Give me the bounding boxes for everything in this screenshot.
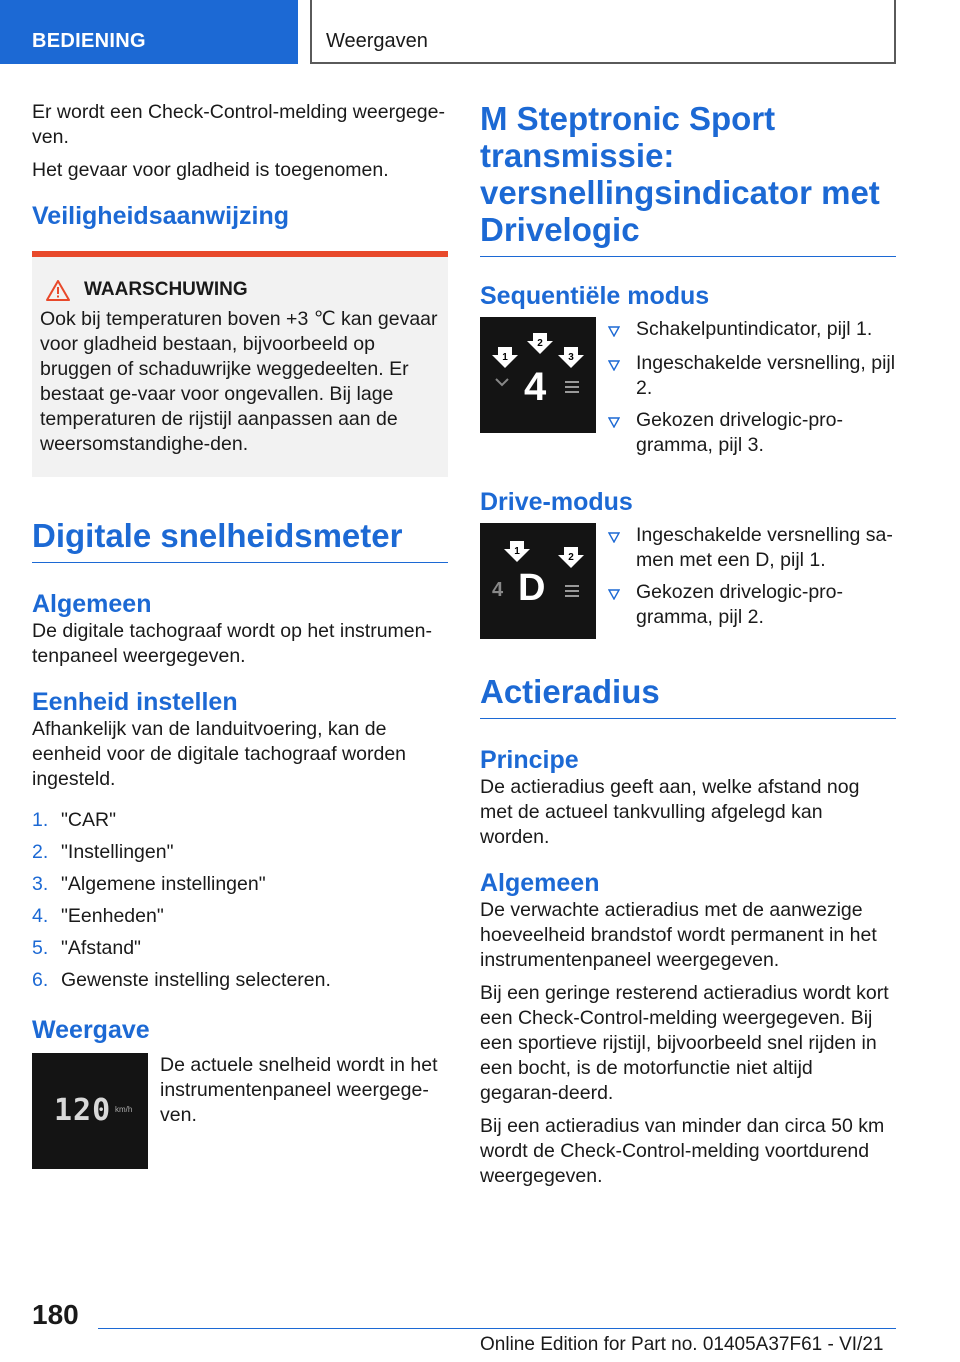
list-item [32, 968, 448, 993]
current-gear: 4 [524, 365, 547, 409]
step-number: 6. [32, 969, 49, 991]
drive-gear: D [518, 567, 546, 609]
triangle-bullet-icon [608, 351, 636, 401]
step-text: "CAR" [61, 809, 117, 831]
range-general-text-1: De verwachte actieradius met de aanwezige hoeveelheid brandstof wordt permanent in het instrumentenpaneel weergegeven. [480, 899, 877, 971]
list-item [32, 840, 448, 865]
list-item [608, 408, 896, 458]
speed-display-image [32, 1053, 148, 1169]
range-general-heading: Algemeen [480, 869, 600, 897]
step-text: "Algemene instellingen" [61, 873, 266, 895]
display-row [32, 1053, 448, 1169]
sequential-mode-image [480, 317, 596, 433]
list-item [608, 351, 896, 401]
principle-heading: Principe [480, 746, 579, 774]
drive-heading: Drive-modus [480, 488, 633, 516]
general-text: De digitale tachograaf wordt op het instrumen-tenpaneel weergegeven. [32, 620, 432, 667]
display-heading: Weergave [32, 1016, 150, 1044]
section-tab: BEDIENING [0, 0, 298, 64]
footer-divider [98, 1328, 896, 1329]
transmission-heading: M Steptronic Sport transmissie: versnellingsindicator met Drivelogic [480, 100, 896, 257]
bullet-text: Schakelpuntindicator, pijl 1. [636, 318, 873, 340]
step-text: "Instellingen" [61, 841, 174, 863]
small-gear: 4 [492, 579, 504, 601]
drive-bullets [608, 523, 896, 639]
range-general-text-3: Bij een actieradius van minder dan circa 50 km wordt de Check-Control-melding voortdurend weergegeven. [480, 1115, 885, 1187]
speed-value: 120 [54, 1093, 112, 1128]
right-column [480, 100, 896, 1197]
range-heading: Actieradius [480, 673, 896, 719]
list-item [608, 523, 896, 573]
range-general-text-2: Bij een geringe resterend actieradius wordt kort een Check-Control-melding weergegeven. Bij een sportieve rijstijl, bijvoorbeeld snel rijden in een bocht, is de motorfunctie niet altijd gegaran-deerd. [480, 982, 889, 1104]
triangle-bullet-icon [608, 317, 636, 344]
steps-list [32, 808, 448, 993]
bullet-text: Gekozen drivelogic-pro-gramma, pijl 3. [636, 409, 844, 456]
warning-title-text: WAARSCHUWING [84, 279, 248, 300]
sequential-row [480, 317, 896, 465]
list-item [608, 317, 896, 344]
drive-row [480, 523, 896, 639]
sequential-bullets [608, 317, 896, 465]
bullet-text: Ingeschakelde versnelling, pijl 2. [636, 352, 896, 399]
drive-mode-image [480, 523, 596, 639]
page-number: 180 [32, 1299, 79, 1330]
step-number: 3. [32, 873, 49, 895]
chapter-title: Weergaven [310, 0, 896, 64]
svg-text:1: 1 [514, 546, 520, 557]
list-item [32, 872, 448, 897]
triangle-bullet-icon [608, 523, 636, 573]
list-item [32, 808, 448, 833]
step-text: Gewenste instelling selecteren. [61, 969, 331, 991]
svg-text:2: 2 [568, 552, 574, 563]
step-text: "Afstand" [61, 937, 141, 959]
warning-triangle-icon [46, 280, 70, 301]
step-text: "Eenheden" [61, 905, 164, 927]
svg-text:3: 3 [568, 352, 574, 363]
principle-text: De actieradius geeft aan, welke afstand nog met de actueel tankvulling afgelegd kan worden. [480, 776, 860, 848]
list-item [608, 580, 896, 630]
warning-box [32, 251, 448, 477]
step-number: 5. [32, 937, 49, 959]
svg-text:2: 2 [537, 338, 543, 349]
left-column [32, 100, 448, 1169]
edition-text: Online Edition for Part no. 01405A37F61 - VI/21 [480, 1334, 884, 1355]
step-number: 1. [32, 809, 49, 831]
intro-paragraph-1: Er wordt een Check-Control-melding weergege-ven. [32, 101, 445, 148]
unit-text: Afhankelijk van de landuitvoering, kan de eenheid voor de digitale tachograaf worden ingesteld. [32, 718, 407, 790]
display-text: De actuele snelheid wordt in het instrumentenpaneel weergege-ven. [160, 1054, 438, 1126]
list-item [32, 904, 448, 929]
unit-heading: Eenheid instellen [32, 688, 238, 716]
warning-text: Ook bij temperaturen boven +3 ℃ kan gevaar voor gladheid bestaan, bijvoorbeeld op bruggen of schaduwrijke weggedeelten. Er bestaat ge-vaar voor ongevallen. Bij lage temperaturen de rijstijl aanpassen aan de weersomstandighe-den. [40, 308, 438, 455]
svg-text:1: 1 [502, 352, 508, 363]
bullet-text: Ingeschakelde versnelling sa-men met een D, pijl 1. [636, 524, 893, 571]
safety-heading: Veiligheidsaanwijzing [32, 202, 290, 230]
triangle-bullet-icon [608, 408, 636, 458]
intro-paragraph-2: Het gevaar voor gladheid is toegenomen. [32, 159, 389, 181]
sequential-heading: Sequentiële modus [480, 282, 710, 310]
list-item [32, 936, 448, 961]
bullet-text: Gekozen drivelogic-pro-gramma, pijl 2. [636, 581, 844, 628]
speed-unit: km/h [115, 1105, 133, 1114]
general-heading: Algemeen [32, 590, 152, 618]
speedometer-heading: Digitale snelheidsmeter [32, 517, 448, 563]
warning-title [40, 279, 440, 301]
step-number: 4. [32, 905, 49, 927]
step-number: 2. [32, 841, 49, 863]
triangle-bullet-icon [608, 580, 636, 630]
